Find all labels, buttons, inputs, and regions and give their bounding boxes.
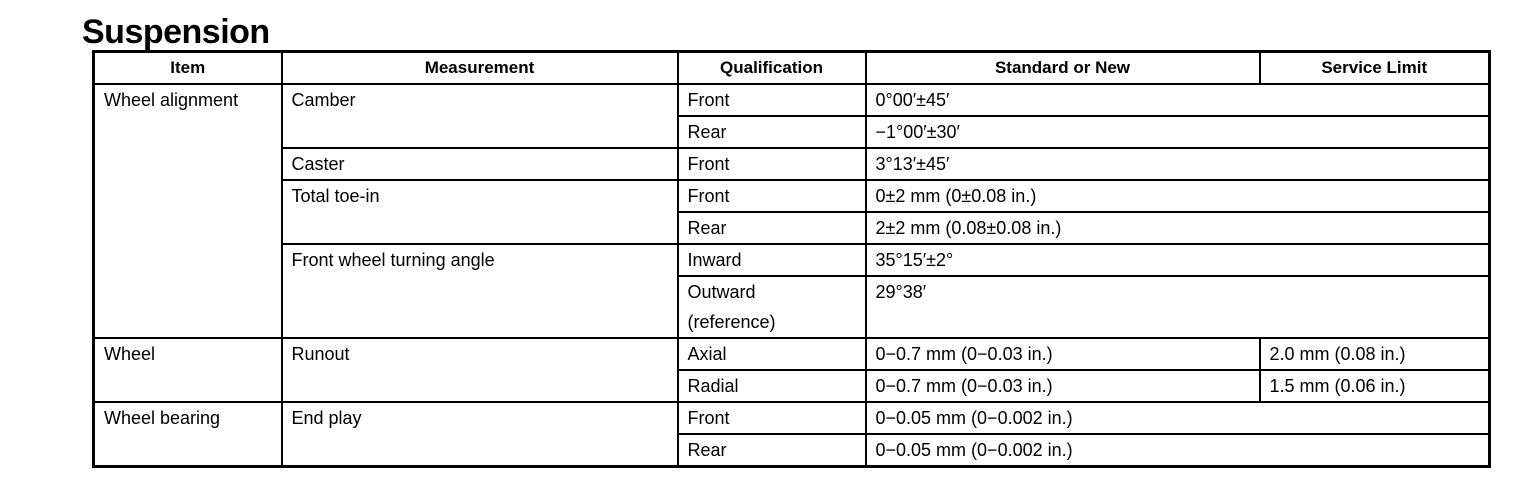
measurement-cell: End play [282, 402, 678, 467]
header-standard: Standard or New [866, 52, 1260, 85]
standard-cell: 0°00′±45′ [866, 84, 1490, 116]
standard-cell: 0−0.7 mm (0−0.03 in.) [866, 370, 1260, 402]
header-measurement: Measurement [282, 52, 678, 85]
item-cell: Wheel [94, 338, 282, 402]
header-item: Item [94, 52, 282, 85]
measurement-cell: Runout [282, 338, 678, 402]
suspension-spec-table [92, 50, 1491, 468]
measurement-cell: Caster [282, 148, 678, 180]
service-limit-cell: 2.0 mm (0.08 in.) [1260, 338, 1490, 370]
qualification-cell: Rear [678, 212, 866, 244]
qualification-line: (reference) [687, 312, 776, 332]
standard-cell: 0−0.7 mm (0−0.03 in.) [866, 338, 1260, 370]
standard-cell: 0±2 mm (0±0.08 in.) [866, 180, 1490, 212]
table-row [94, 244, 1490, 276]
measurement-cell: Front wheel turning angle [282, 244, 678, 338]
qualification-cell: Axial [678, 338, 866, 370]
qualification-line: Outward [687, 282, 756, 302]
standard-cell: 0−0.05 mm (0−0.002 in.) [866, 402, 1490, 434]
qualification-cell: Front [678, 84, 866, 116]
qualification-cell: Rear [678, 434, 866, 467]
measurement-cell: Camber [282, 84, 678, 148]
page-title: Suspension [82, 13, 270, 51]
measurement-cell: Total toe-in [282, 180, 678, 244]
qualification-cell: Radial [678, 370, 866, 402]
service-limit-cell: 1.5 mm (0.06 in.) [1260, 370, 1490, 402]
qualification-cell: Inward [678, 244, 866, 276]
header-row [94, 52, 1490, 85]
item-cell: Wheel bearing [94, 402, 282, 467]
standard-cell: 35°15′±2° [866, 244, 1490, 276]
standard-cell: 3°13′±45′ [866, 148, 1490, 180]
header-qualification: Qualification [678, 52, 866, 85]
standard-cell: −1°00′±30′ [866, 116, 1490, 148]
qualification-cell: Front [678, 402, 866, 434]
table-row [94, 402, 1490, 434]
item-cell: Wheel alignment [94, 84, 282, 338]
table-row [94, 148, 1490, 180]
qualification-cell [678, 276, 866, 338]
header-service-limit: Service Limit [1260, 52, 1490, 85]
table-row [94, 84, 1490, 116]
standard-cell: 29°38′ [866, 276, 1490, 338]
qualification-cell: Rear [678, 116, 866, 148]
table-row [94, 180, 1490, 212]
table-row [94, 338, 1490, 370]
standard-cell: 2±2 mm (0.08±0.08 in.) [866, 212, 1490, 244]
standard-cell: 0−0.05 mm (0−0.002 in.) [866, 434, 1490, 467]
qualification-cell: Front [678, 180, 866, 212]
qualification-cell: Front [678, 148, 866, 180]
